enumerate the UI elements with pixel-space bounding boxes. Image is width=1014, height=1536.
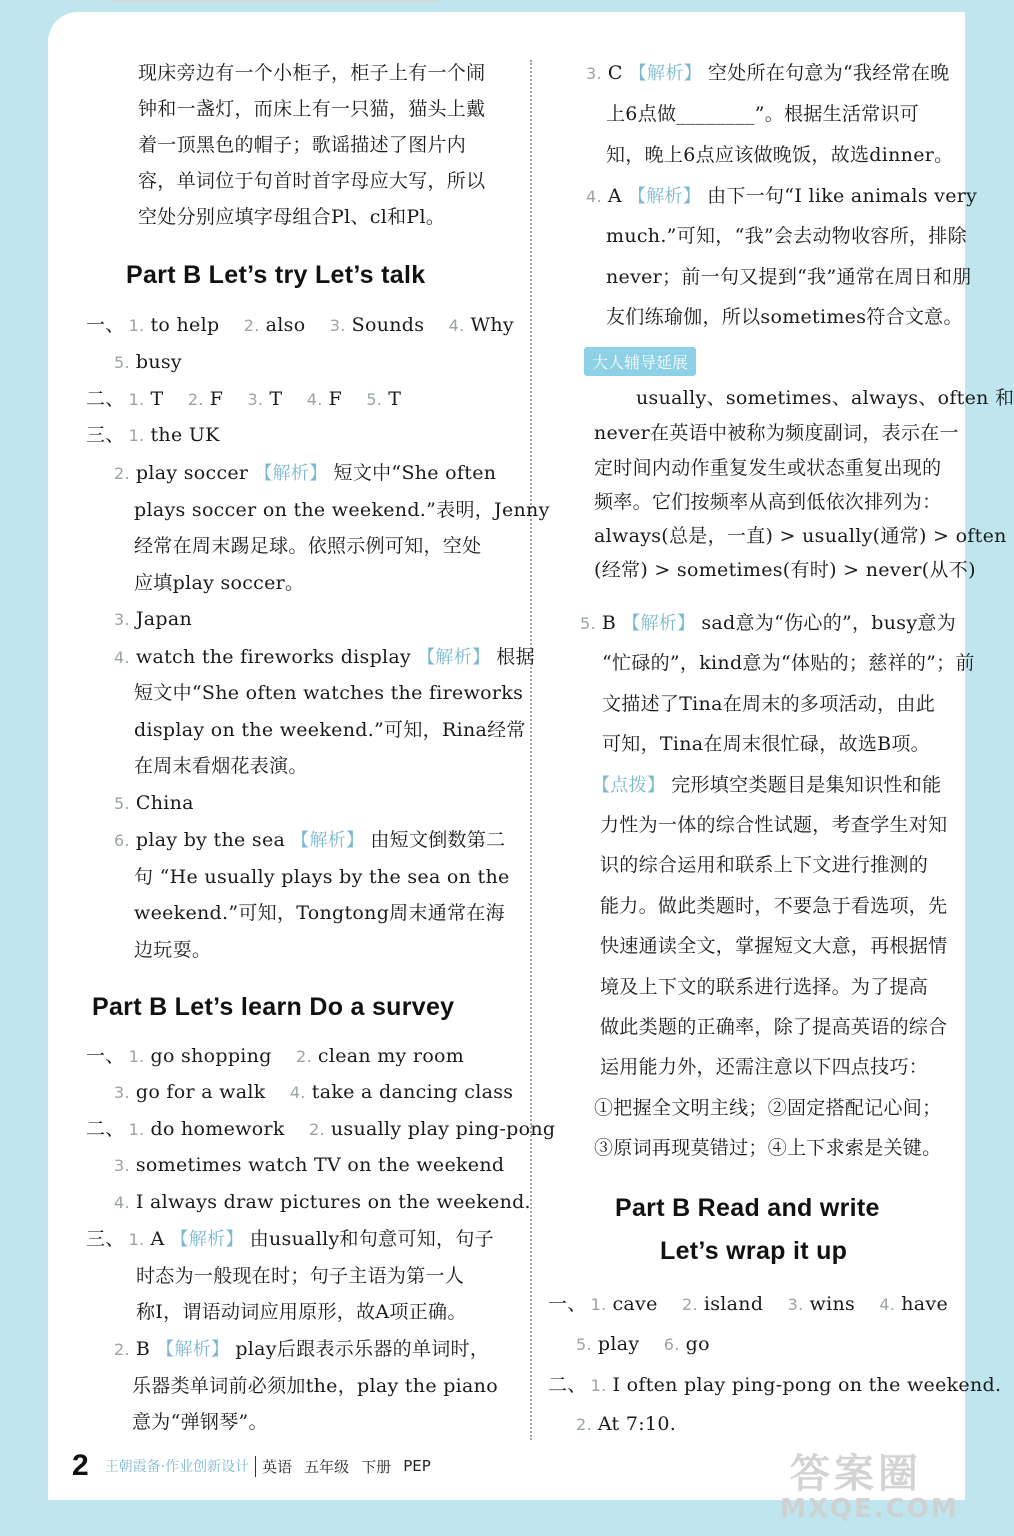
tip-text: 完形填空类题目是集知识性和能	[671, 774, 942, 796]
analysis-tag: 【解析】	[170, 1229, 244, 1250]
answer-row	[114, 605, 192, 634]
top-rule	[110, 0, 440, 2]
intro-line: 空处分别应填字母组合Pl、cl和Pl。	[138, 206, 446, 228]
answer-text: B	[601, 612, 617, 634]
item-number: 4.	[114, 1193, 130, 1212]
grade-label: 五年级	[304, 1457, 350, 1476]
explanation-text: 由usually和句意可知，句子	[249, 1228, 494, 1250]
answer-row	[86, 311, 514, 340]
item-number: 4.	[306, 390, 323, 409]
item-number: 1.	[128, 426, 145, 445]
tip-line: 快速通读全文，掌握短文大意，再根据情	[600, 935, 948, 957]
answer-text: sometimes watch TV on the weekend	[135, 1154, 505, 1176]
analysis-tag: 【解析】	[627, 186, 702, 207]
explanation-text: 短文中“She often	[333, 462, 497, 484]
answer-row	[114, 826, 505, 855]
answer-text: B	[135, 1338, 151, 1360]
item-number: 2.	[576, 1415, 592, 1434]
answer-text: busy	[135, 351, 182, 373]
tip-line: 运用能力外，还需注意以下四点技巧：	[600, 1056, 929, 1078]
explanation-line: 经常在周末踢足球。依照示例可知，空处	[134, 535, 482, 557]
item-number: 2.	[114, 464, 130, 483]
tip-line: 频率。它们按频率从高到低依次排列为：	[594, 491, 942, 513]
explanation-line: 边玩耍。	[134, 939, 212, 961]
tip-line: always(总是，一直) > usually(通常) > often	[594, 525, 1007, 547]
item-number: 2.	[187, 390, 204, 409]
explanation-line: 友们练瑜伽，所以sometimes符合文意。	[606, 306, 963, 328]
item-number: 1.	[590, 1295, 607, 1314]
section-number: 三、	[86, 1228, 125, 1250]
answer-text: C	[607, 62, 623, 84]
answer-text: At 7:10.	[597, 1413, 677, 1435]
page-footer	[72, 1448, 431, 1484]
intro-line: 着一顶黑色的帽子；歌谣描述了图片内	[138, 134, 467, 156]
answer-row	[114, 1151, 504, 1180]
answer-row	[86, 1225, 494, 1254]
section-number: 三、	[86, 424, 125, 446]
intro-line: 容，单词位于句首时首字母应大写，所以	[138, 170, 486, 192]
answer-text: go for a walk	[135, 1081, 266, 1103]
explanation-line: 短文中“She often watches the fireworks	[134, 682, 524, 704]
explanation-line: display on the weekend.”可知，Rina经常	[134, 719, 526, 741]
answer-row	[548, 1371, 1001, 1400]
explanation-line: 知，晚上6点应该做晚饭，故选dinner。	[606, 144, 954, 166]
watermark-logo	[780, 1442, 960, 1532]
item-number: 3.	[586, 64, 602, 83]
watermark-line1: 答案圈	[790, 1451, 922, 1497]
answer-text: Why	[470, 314, 514, 336]
answer-text: F	[209, 388, 224, 410]
explanation-line: “忙碌的”，kind意为“体贴的；慈祥的”；前	[602, 652, 975, 674]
answer-text: the UK	[150, 424, 220, 446]
tip-line: (经常) > sometimes(有时) > never(从不)	[594, 559, 976, 581]
tip-line: 境及上下文的联系进行选择。为了提高	[600, 976, 929, 998]
answer-text: I always draw pictures on the weekend.	[135, 1191, 531, 1213]
answer-row	[86, 385, 401, 414]
analysis-tag: 【解析】	[417, 647, 491, 668]
answer-text: usually play ping-pong	[330, 1118, 556, 1140]
answer-row	[114, 348, 182, 377]
tip-line: 力性为一体的综合性试题，考查学生对知	[600, 814, 948, 836]
explanation-line: 时态为一般现在时；句子主语为第一人	[136, 1265, 465, 1287]
answer-text: T	[269, 388, 283, 410]
answer-row	[114, 1188, 531, 1217]
answer-text: go shopping	[150, 1045, 272, 1067]
item-number: 1.	[128, 1230, 145, 1249]
section-heading: Part B Read and write	[615, 1194, 880, 1222]
tip-line: 能力。做此类题时，不要急于看选项，先	[600, 895, 948, 917]
tip-line: ①把握全文明主线；②固定搭配记心间；	[594, 1097, 942, 1119]
item-number: 4.	[586, 187, 602, 206]
answer-text: also	[265, 314, 306, 336]
watermark-line2: MXQE.COM	[780, 1494, 959, 1524]
item-number: 4.	[114, 648, 130, 667]
answer-row	[576, 1330, 710, 1359]
explanation-line: 可知，Tina在周末很忙碌，故选B项。	[602, 733, 930, 755]
item-number: 1.	[128, 390, 145, 409]
answer-text: go	[685, 1333, 710, 1355]
explanation-line: 句 “He usually plays by the sea on the	[134, 866, 510, 888]
item-number: 3.	[114, 610, 130, 629]
item-number: 5.	[114, 794, 130, 813]
item-number: 3.	[247, 390, 264, 409]
analysis-tag: 【解析】	[291, 830, 365, 851]
item-number: 5.	[580, 614, 596, 633]
item-number: 2.	[681, 1295, 698, 1314]
series-brand: 王朝霞备·作业创新设计	[104, 1459, 250, 1475]
explanation-line: 上6点做________”。根据生活常识可	[606, 103, 920, 125]
explanation-text: sad意为“伤心的”，busy意为	[701, 612, 956, 634]
tip-line: 定时间内动作重复发生或状态重复出现的	[594, 457, 942, 479]
item-number: 1.	[128, 1120, 145, 1139]
answer-row	[86, 421, 220, 450]
tip-line: never在英语中被称为频度副词，表示在一	[594, 422, 959, 444]
answer-text: have	[901, 1293, 949, 1315]
tip-tag: 【点拨】	[592, 775, 666, 796]
section-number: 二、	[548, 1374, 587, 1396]
answer-text: T	[388, 388, 402, 410]
answer-text: cave	[612, 1293, 658, 1315]
explanation-line: 文描述了Tina在周末的多项活动，由此	[602, 693, 936, 715]
section-number: 二、	[86, 1118, 125, 1140]
answer-text: island	[703, 1293, 764, 1315]
analysis-tag: 【解析】	[628, 63, 702, 84]
answer-row	[86, 1115, 555, 1144]
item-number: 6.	[114, 831, 130, 850]
item-number: 2.	[243, 316, 260, 335]
answer-text: take a dancing class	[311, 1081, 514, 1103]
explanation-text: play后跟表示乐器的单词时，	[235, 1338, 490, 1360]
answer-text: play	[597, 1333, 640, 1355]
explanation-text: 由下一句“I like animals very	[707, 185, 978, 207]
tip-line: 识的综合运用和联系上下文进行推测的	[600, 854, 929, 876]
item-number: 3.	[329, 316, 346, 335]
item-number: 2.	[296, 1047, 312, 1066]
item-number: 5.	[576, 1335, 592, 1354]
answer-text: Sounds	[351, 314, 425, 336]
answer-text: clean my room	[317, 1045, 465, 1067]
answer-text: Japan	[135, 608, 193, 630]
item-number: 1.	[590, 1376, 607, 1395]
tip-line: 做此类题的正确率，除了提高英语的综合	[600, 1016, 948, 1038]
answer-row	[548, 1290, 948, 1319]
answer-row	[114, 1078, 513, 1107]
answer-row	[114, 1335, 489, 1364]
answer-text: F	[328, 388, 343, 410]
answer-text: A	[150, 1228, 165, 1250]
answer-row	[576, 1410, 676, 1439]
explanation-text: 空处所在句意为“我经常在晚	[707, 62, 950, 84]
answer-text: wins	[809, 1293, 856, 1315]
item-number: 2.	[114, 1340, 130, 1359]
item-number: 1.	[128, 316, 145, 335]
section-number: 一、	[86, 314, 125, 336]
analysis-tag: 【解析】	[156, 1339, 230, 1360]
explanation-line: weekend.”可知，Tongtong周末通常在海	[134, 902, 505, 924]
answer-row	[586, 59, 950, 88]
tip-line: usually、sometimes、always、often 和	[636, 387, 1014, 409]
answer-text: T	[150, 388, 164, 410]
answer-text: A	[607, 185, 622, 207]
intro-line: 现床旁边有一个小柜子，柜子上有一个闹	[138, 62, 486, 84]
answer-row	[114, 789, 194, 818]
explanation-line: much.”可知，“我”会去动物收容所，排除	[606, 225, 967, 247]
answer-text: China	[135, 792, 194, 814]
answer-text: play soccer	[135, 462, 249, 484]
item-number: 4.	[448, 316, 465, 335]
explanation-line: 称I，谓语动词应用原形，故A项正确。	[136, 1301, 467, 1323]
item-number: 6.	[663, 1335, 680, 1354]
explanation-text: 由短文倒数第二	[370, 829, 506, 851]
answer-text: I often play ping-pong on the weekend.	[612, 1374, 1002, 1396]
section-heading: Let’s wrap it up	[660, 1237, 848, 1265]
answer-row	[114, 643, 535, 672]
item-number: 5.	[114, 353, 130, 372]
section-number: 一、	[86, 1045, 125, 1067]
item-number: 4.	[289, 1083, 306, 1102]
answer-text: play by the sea	[135, 829, 286, 851]
item-number: 3.	[114, 1156, 130, 1175]
explanation-text: 根据	[496, 646, 535, 668]
tip-line: ③原词再现莫错过；④上下求索是关键。	[594, 1137, 942, 1159]
answer-text: do homework	[150, 1118, 285, 1140]
column-divider	[530, 60, 532, 1440]
explanation-line: never；前一句又提到“我”通常在周日和朋	[606, 266, 972, 288]
explanation-line: 乐器类单词前必须加the，play the piano	[132, 1375, 498, 1397]
answer-text: watch the fireworks display	[135, 646, 412, 668]
answer-text: to help	[150, 314, 220, 336]
item-number: 4.	[879, 1295, 896, 1314]
answer-row	[586, 182, 977, 211]
item-number: 2.	[309, 1120, 325, 1139]
answer-row	[580, 609, 956, 638]
answer-row	[114, 459, 496, 488]
section-number: 二、	[86, 388, 125, 410]
item-number: 3.	[787, 1295, 804, 1314]
subject-label: 英语	[255, 1456, 292, 1477]
explanation-line: 在周末看烟花表演。	[134, 755, 308, 777]
item-number: 3.	[114, 1083, 130, 1102]
explanation-line: 意为“弹钢琴”。	[132, 1411, 268, 1433]
answer-row	[86, 1042, 464, 1071]
section-number: 一、	[548, 1293, 587, 1315]
explanation-line: 应填play soccer。	[134, 572, 305, 594]
explanation-line: plays soccer on the weekend.”表明，Jenny	[134, 499, 550, 521]
edition-label: PEP	[403, 1457, 431, 1475]
item-number: 1.	[128, 1047, 145, 1066]
intro-line: 钟和一盏灯，而床上有一只猫，猫头上戴	[138, 98, 486, 120]
section-heading: Part B Let’s try Let’s talk	[126, 261, 426, 289]
item-number: 5.	[366, 390, 383, 409]
section-heading: Part B Let’s learn Do a survey	[92, 993, 455, 1021]
analysis-tag: 【解析】	[622, 613, 696, 634]
page-number: 2	[72, 1449, 89, 1482]
analysis-tag: 【解析】	[254, 463, 328, 484]
tip-label-box: 大人辅导延展	[584, 347, 696, 376]
volume-label: 下册	[361, 1457, 392, 1476]
tip-row	[592, 771, 941, 800]
